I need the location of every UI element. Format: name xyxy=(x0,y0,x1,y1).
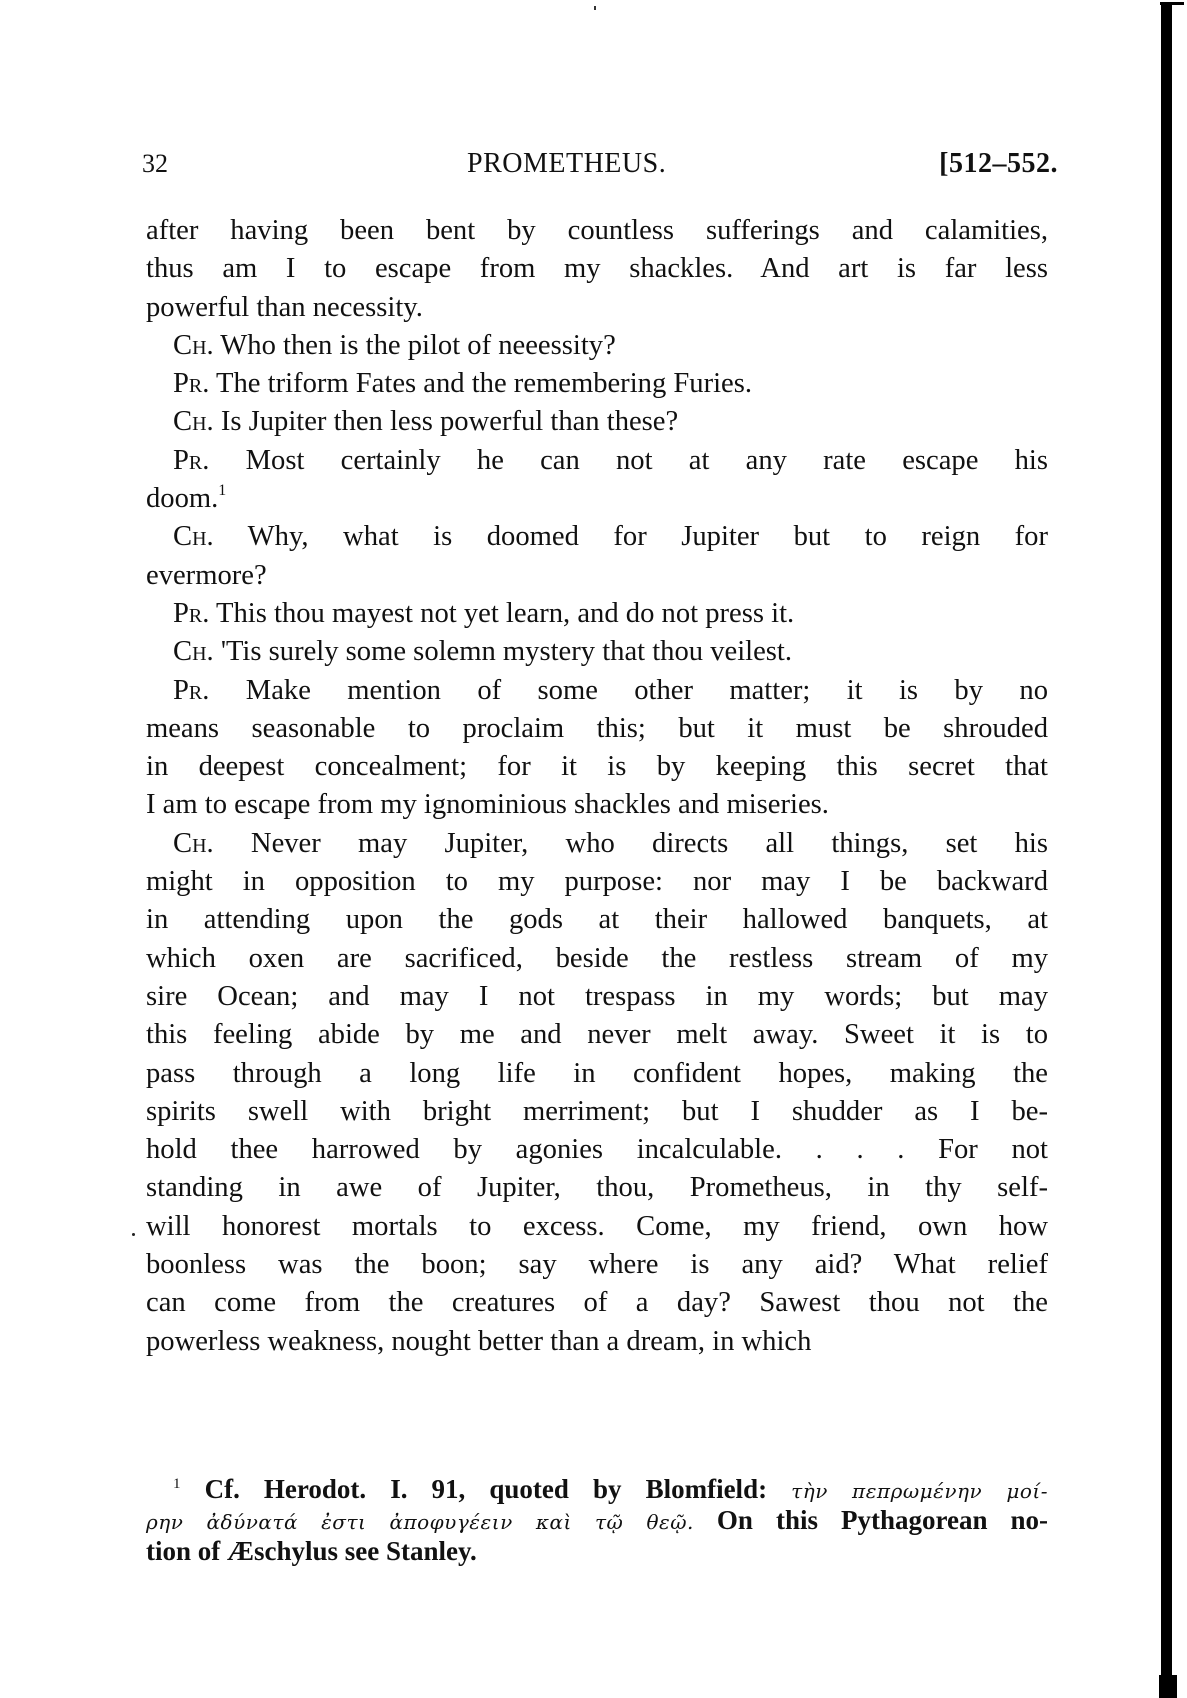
text-line xyxy=(146,710,1048,748)
body-text xyxy=(146,212,1048,1361)
footnote-marker: 1 xyxy=(173,1476,181,1492)
line-text: this feeling abide by me and never melt away. Sweet it is to xyxy=(146,1019,1048,1051)
footnote-greek: ρην ἀδύνατά ἐστι ἀποφυγέειν καὶ τῷ θεῷ. xyxy=(146,1510,694,1534)
speaker-label: Pr. xyxy=(173,674,210,706)
page-edge-shadow xyxy=(1161,4,1172,1698)
text-line xyxy=(146,595,1048,633)
line-text: This thou mayest not yet learn, and do not press it. xyxy=(209,597,795,629)
scan-speck xyxy=(132,1233,135,1236)
speaker-label: Pr. xyxy=(173,444,210,476)
line-text: pass through a long life in confident hopes, making the xyxy=(146,1057,1048,1089)
text-line xyxy=(146,825,1048,863)
line-text: thus am I to escape from my shackles. And art is far less xyxy=(146,253,1048,285)
text-line xyxy=(146,940,1048,978)
text-line xyxy=(146,518,1048,556)
speaker-label: Pr. xyxy=(173,368,210,400)
speaker-label: Ch. xyxy=(173,406,214,438)
line-text: which oxen are sacrificed, beside the restless stream of my xyxy=(146,942,1048,974)
text-line xyxy=(146,748,1048,786)
scan-speck xyxy=(594,6,596,10)
text-line xyxy=(146,365,1048,403)
text-line xyxy=(146,403,1048,441)
text-line xyxy=(146,212,1048,250)
page-number: 32 xyxy=(142,149,168,178)
line-text: Most certainly he can not at any rate escape his xyxy=(209,444,1048,476)
speaker-label: Pr. xyxy=(173,597,210,629)
speaker-label: Ch. xyxy=(173,827,214,859)
text-line xyxy=(146,557,1048,595)
line-text: Make mention of some other matter; it is by no xyxy=(209,674,1048,706)
text-line xyxy=(146,327,1048,365)
footnote xyxy=(146,1474,1048,1567)
footnote-line xyxy=(146,1474,1048,1505)
text-line xyxy=(146,1169,1048,1207)
line-text: Is Jupiter then less powerful than these? xyxy=(213,406,679,438)
text-line xyxy=(146,863,1048,901)
line-text: powerful than necessity. xyxy=(146,291,423,323)
running-title: PROMETHEUS. xyxy=(467,148,667,179)
text-line xyxy=(146,1131,1048,1169)
footnote-reference: 1 xyxy=(218,482,227,500)
line-text: sire Ocean; and may I not trespass in my words; but may xyxy=(146,980,1048,1012)
line-text: 'Tis surely some solemn mystery that thou veilest. xyxy=(213,636,792,668)
line-text: powerless weakness, nought better than a dream, in which xyxy=(146,1325,812,1357)
line-range: [512–552. xyxy=(939,148,1058,179)
text-line xyxy=(146,672,1048,710)
line-text: hold thee harrowed by agonies incalculable. . . . For not xyxy=(146,1134,1048,1166)
line-text: Never may Jupiter, who directs all things, set his xyxy=(213,827,1048,859)
running-header xyxy=(142,144,1058,184)
line-text: Why, what is doomed for Jupiter but to reign for xyxy=(213,521,1048,553)
page-edge-foot xyxy=(1159,1675,1177,1698)
text-line xyxy=(146,633,1048,671)
line-text: boonless was the boon; say where is any aid? What relief xyxy=(146,1249,1048,1281)
line-text: spirits swell with bright merriment; but I shudder as I be- xyxy=(146,1095,1048,1127)
footnote-line xyxy=(146,1536,1048,1567)
line-text: I am to escape from my ignominious shackles and miseries. xyxy=(146,789,829,821)
text-line xyxy=(146,786,1048,824)
line-text: The triform Fates and the remembering Furies. xyxy=(209,368,753,400)
line-text: doom. xyxy=(146,483,219,515)
line-text: will honorest mortals to excess. Come, my friend, own how xyxy=(146,1210,1048,1242)
line-text: means seasonable to proclaim this; but it must be shrouded xyxy=(146,712,1048,744)
text-line xyxy=(146,1016,1048,1054)
speaker-label: Ch. xyxy=(173,636,214,668)
line-text: in deepest concealment; for it is by keeping this secret that xyxy=(146,751,1048,783)
line-text: evermore? xyxy=(146,559,267,591)
text-line xyxy=(146,1323,1048,1361)
footnote-text: On this Pythagorean no- xyxy=(693,1505,1048,1535)
text-line xyxy=(146,1093,1048,1131)
line-text: Who then is the pilot of neeessity? xyxy=(213,329,616,361)
footnote-text: Cf. Herodot. I. 91, quoted by Blomfield: xyxy=(180,1474,792,1504)
text-line xyxy=(146,901,1048,939)
footnote-line xyxy=(146,1505,1048,1536)
footnote-greek: τὴν πεπρωμένην μοί- xyxy=(791,1479,1048,1503)
line-text: standing in awe of Jupiter, thou, Prometheus, in thy self- xyxy=(146,1172,1048,1204)
text-line xyxy=(146,1208,1048,1246)
text-line xyxy=(146,480,1048,518)
footnote-text: tion of Æschylus see Stanley. xyxy=(146,1536,477,1566)
speaker-label: Ch. xyxy=(173,521,214,553)
text-line xyxy=(146,1246,1048,1284)
line-text: can come from the creatures of a day? Sawest thou not the xyxy=(146,1287,1048,1319)
text-line xyxy=(146,442,1048,480)
speaker-label: Ch. xyxy=(173,329,214,361)
text-line xyxy=(146,289,1048,327)
text-line xyxy=(146,250,1048,288)
text-line xyxy=(146,978,1048,1016)
line-text: in attending upon the gods at their hallowed banquets, at xyxy=(146,904,1048,936)
text-line xyxy=(146,1284,1048,1322)
text-line xyxy=(146,1055,1048,1093)
line-text: after having been bent by countless sufferings and calamities, xyxy=(146,215,1048,246)
line-text: might in opposition to my purpose: nor may I be backward xyxy=(146,866,1048,898)
